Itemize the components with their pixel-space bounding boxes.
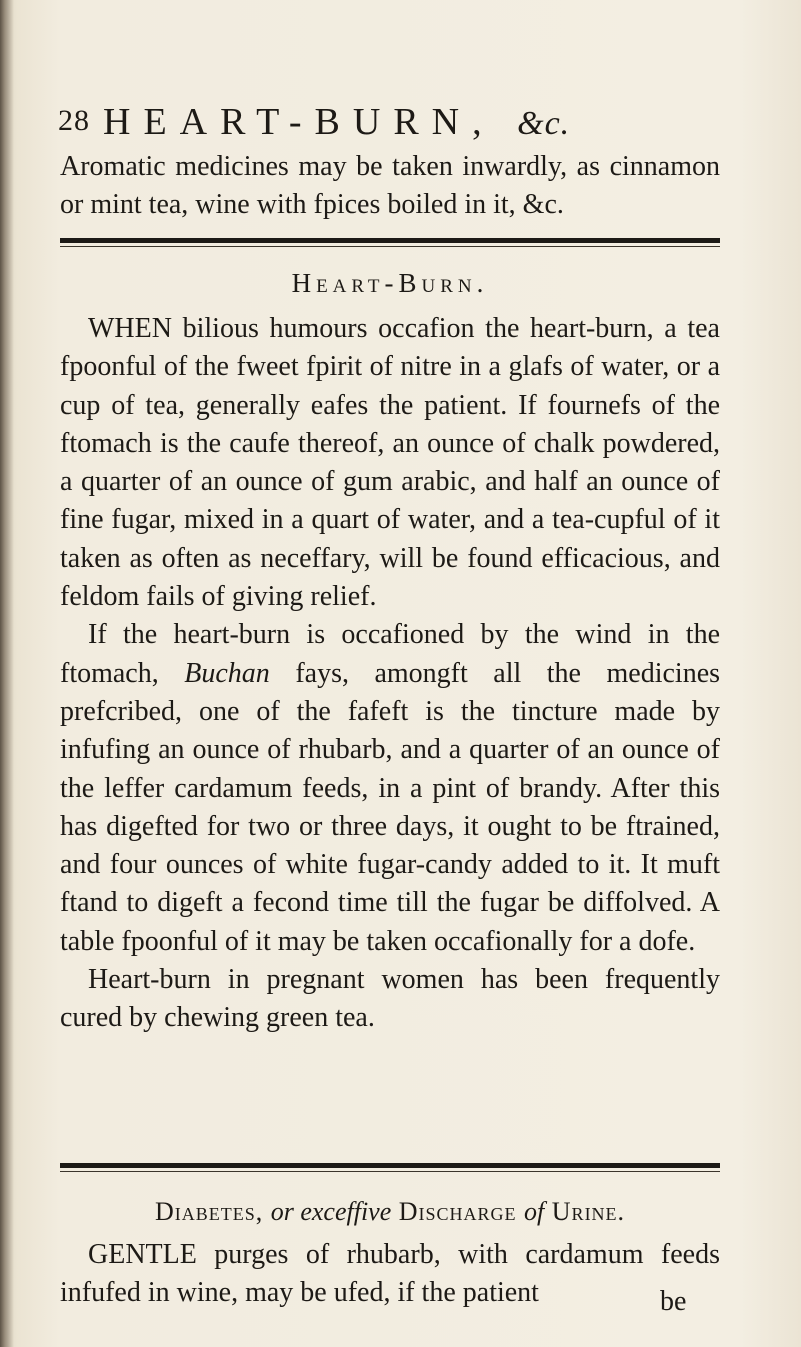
heartburn-paragraph-1: WHEN bilious humours occafion the heart-burn, a tea fpoonful of the fweet fpirit of nitre in a glafs of water, or a cup of tea, generally eafes the patient. If fournefs of the ftomach is the caufe thereof, an ounce of chalk powdered, a quarter of an ounce of gum arabic, and half an ounce of fine fugar, mixed in a quart of water, and a tea-cupful of it taken as often as neceffary, will be found efficacious, and feldom fails of giving relief.: [60, 313, 720, 613]
gutter-shadow: [0, 0, 14, 1347]
running-title-suffix: &c.: [517, 105, 571, 142]
diabetes-heading-term: Diabetes,: [154, 1197, 264, 1226]
heartburn-heading: Heart-Burn.: [291, 268, 489, 298]
section-divider-bottom: [60, 1163, 720, 1168]
diabetes-heading-discharge: Discharge: [398, 1197, 517, 1226]
diabetes-heading: [60, 1197, 720, 1227]
diabetes-heading-urine: Urine.: [551, 1197, 626, 1226]
running-title: [103, 100, 570, 144]
heartburn-paragraph-3: Heart-burn in pregnant women has been frequently cured by chewing green tea.: [60, 964, 720, 1034]
diabetes-heading-of: of: [524, 1197, 545, 1226]
heartburn-paragraph-2-before: If the heart-burn is occafioned by the wind in the ftomach,: [60, 619, 720, 689]
heartburn-paragraph-2-after: fays, amongft all the medicines prefcribed, one of the fafeft is the tincture made by infufing an ounce of rhubarb, and a quarter of an ounce of the leffer cardamum feeds, in a pint of brandy. After this has digefted for two or three days, it ought to be ftrained, and four ounces of white fugar-candy added to it. It muft ftand to digeft a fecond time till the fugar be diffolved. A table fpoonful of it may be taken occafionally for a dofe.: [60, 657, 721, 957]
top-paragraph-block: [60, 148, 720, 225]
page-number: 28: [58, 104, 90, 137]
author-name: Buchan: [184, 657, 270, 689]
section-divider-top-hairline: [60, 246, 720, 247]
heartburn-body: [60, 310, 720, 1038]
running-title-text: HEART-BURN,: [103, 101, 495, 143]
section-divider-bottom-hairline: [60, 1171, 720, 1172]
page-header: [58, 101, 718, 144]
catchword: be: [660, 1286, 687, 1317]
section-divider-top: [60, 238, 720, 243]
diabetes-body: [60, 1236, 720, 1313]
diabetes-paragraph: GENTLE purges of rhubarb, with cardamum feeds infufed in wine, may be ufed, if the patient: [60, 1239, 720, 1309]
top-paragraph: Aromatic medicines may be taken inwardly, as cinnamon or mint tea, wine with fpices boiled in it, &c.: [60, 151, 720, 221]
heartburn-paragraph-2: [60, 616, 720, 961]
diabetes-heading-or: or exceffive: [270, 1197, 392, 1226]
